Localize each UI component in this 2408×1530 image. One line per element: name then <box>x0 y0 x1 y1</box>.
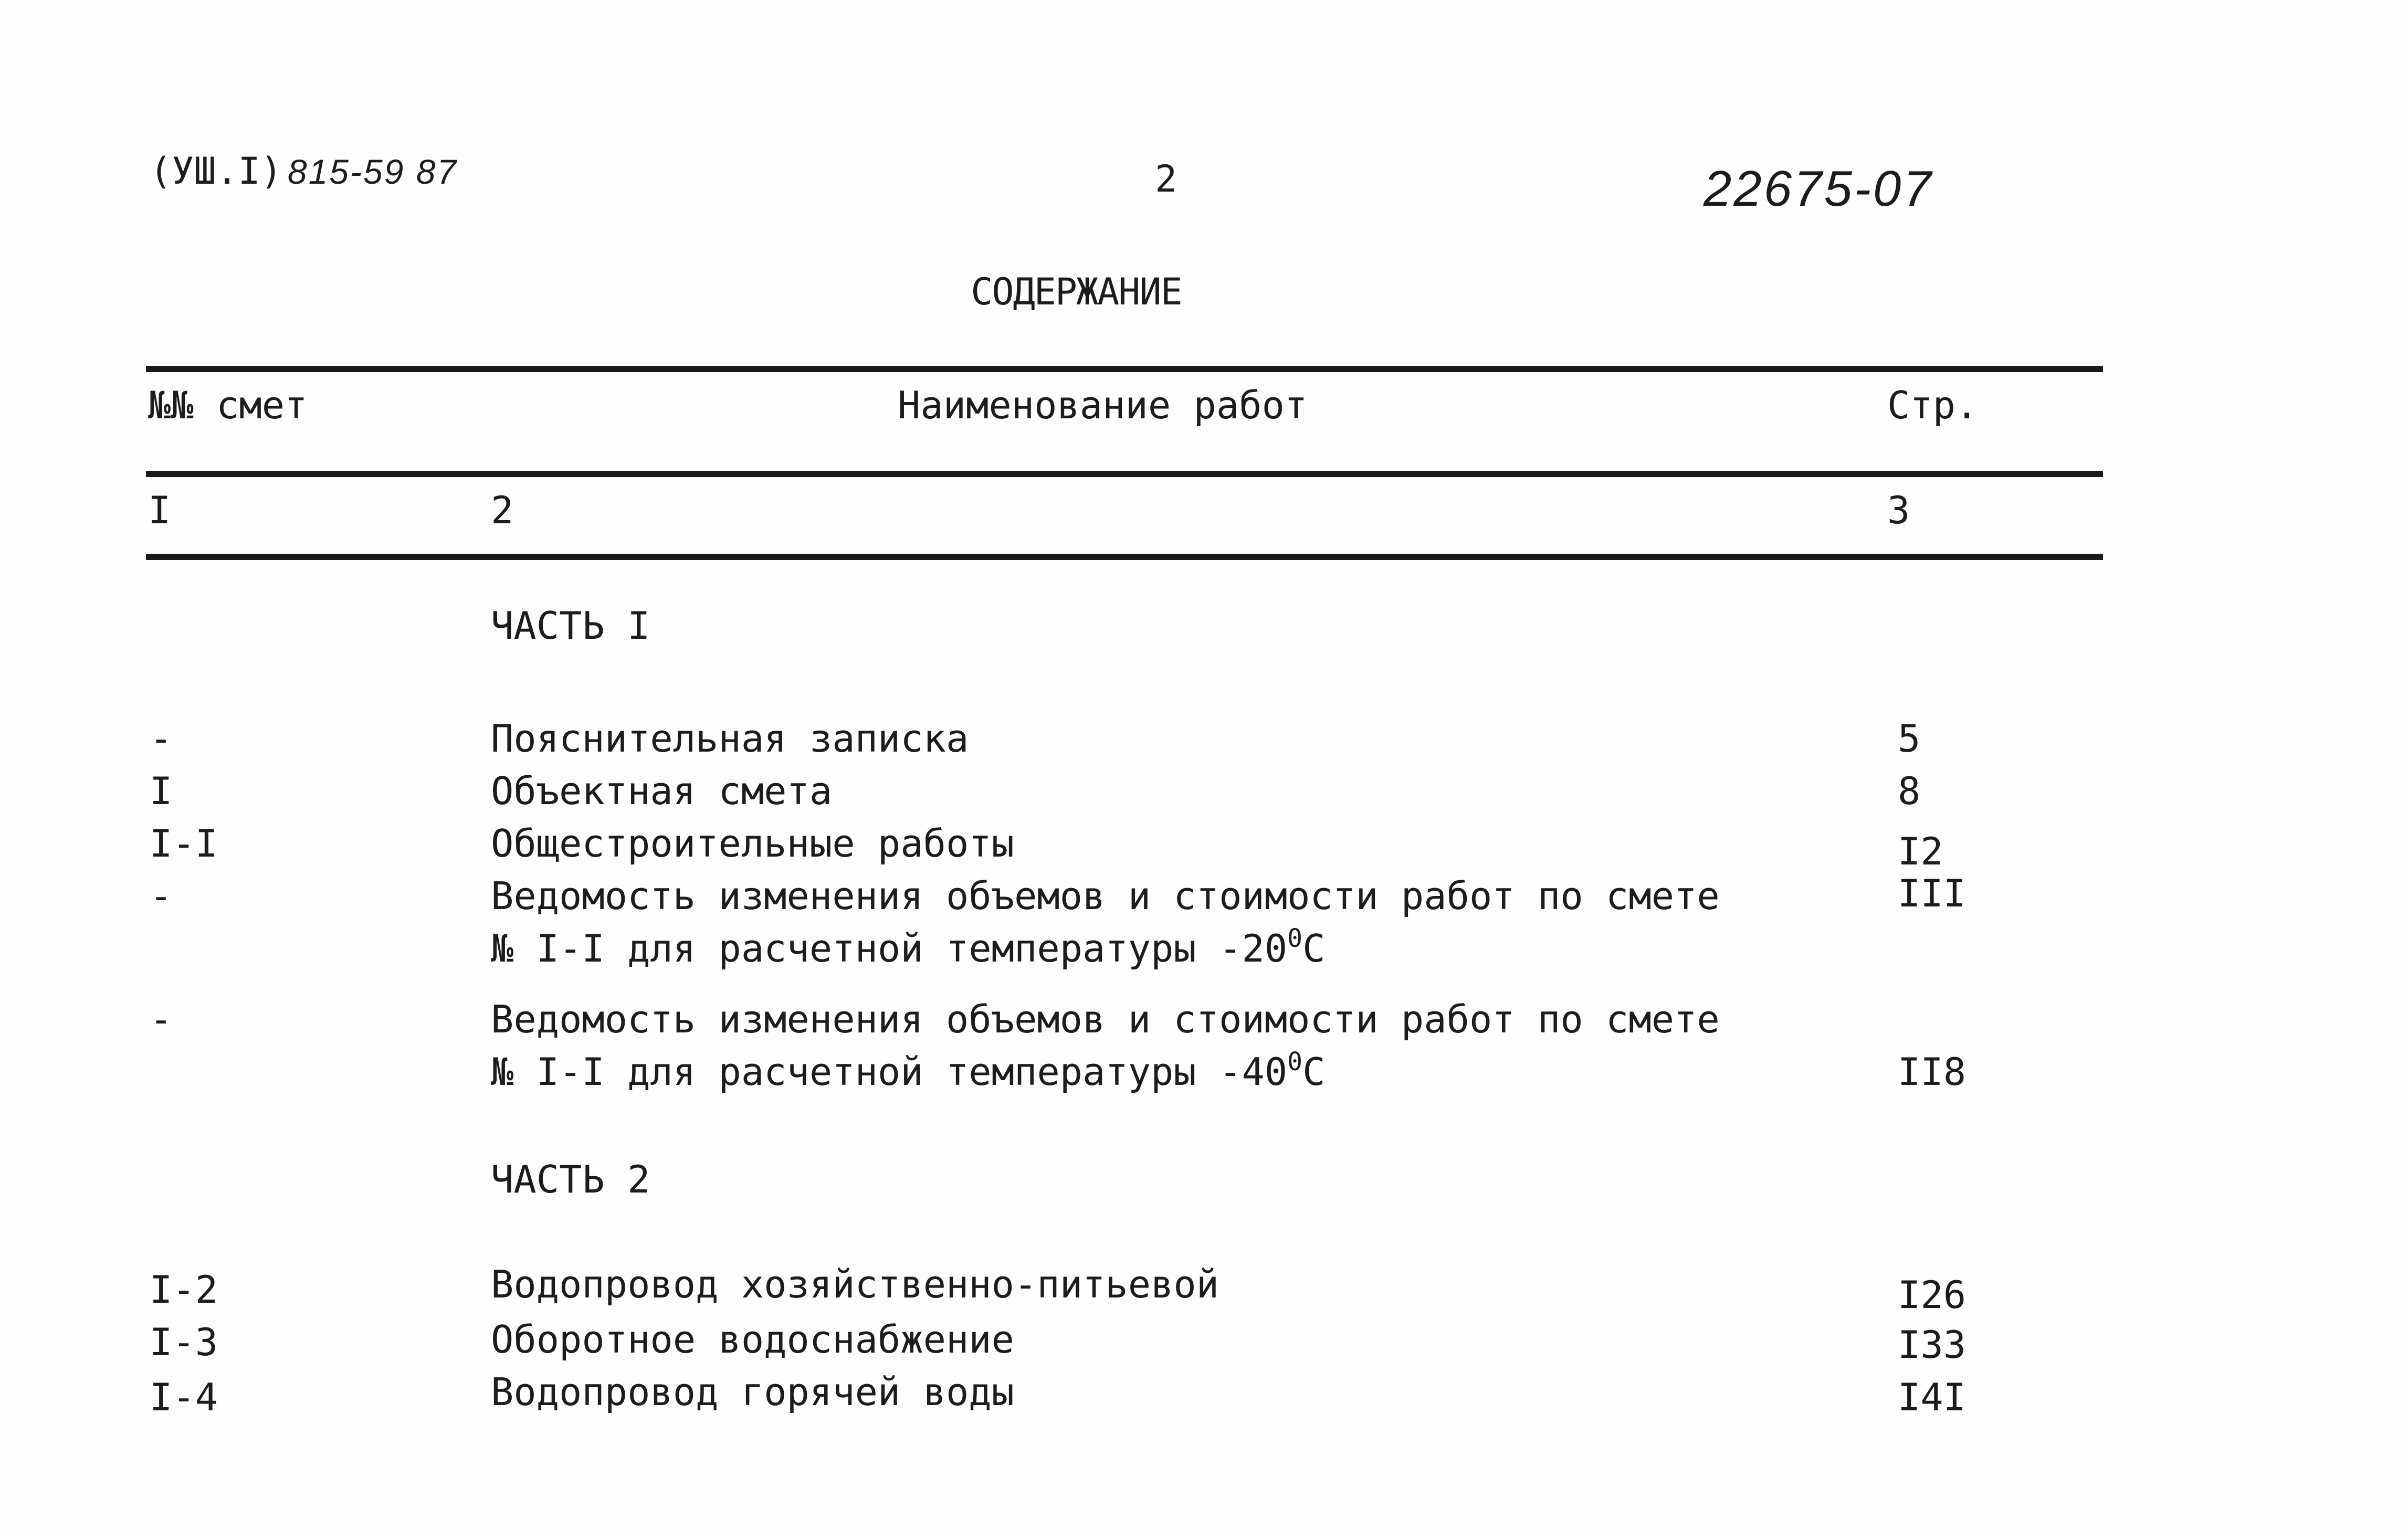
row-work-name-continued: № I-I для расчетной температуры $-20^0С$ <box>491 924 1326 970</box>
row-estimate-number: I-4 <box>150 1375 218 1419</box>
row-page: II8 <box>1898 1050 1967 1094</box>
row-estimate-number: I-2 <box>150 1268 218 1312</box>
table-body-rule <box>146 554 2103 560</box>
row-estimate-number: - <box>150 997 173 1041</box>
row-work-name: Ведомость изменения объемов и стоимости работ по смете <box>491 997 1720 1041</box>
column-number-1: I <box>148 488 171 532</box>
row-page: III <box>1898 871 1967 915</box>
document-number: 22675-07 <box>1704 161 1933 217</box>
row-page: I4I <box>1898 1375 1967 1419</box>
row-work-name: Объектная смета <box>491 769 833 813</box>
table-top-rule <box>146 366 2103 372</box>
row-estimate-number: I-I <box>150 821 218 866</box>
row-estimate-number: I-3 <box>150 1320 218 1364</box>
column-header-estimate-number: №№ смет <box>148 383 308 427</box>
row-work-name: Общестроительные работы <box>491 821 1014 866</box>
row-work-name: Ведомость изменения объемов и стоимости работ по смете <box>491 874 1720 918</box>
table-header-rule <box>146 471 2103 477</box>
document-code-prefix: (УШ.I) <box>150 150 282 193</box>
row-page: 8 <box>1898 769 1921 813</box>
row-work-name: Водопровод горячей воды <box>491 1370 1014 1414</box>
row-work-name: Пояснительная записка <box>491 716 969 761</box>
row-estimate-number: I <box>150 769 173 813</box>
row-work-name-continued: № I-I для расчетной температуры $-40^0С$ <box>491 1047 1326 1094</box>
part-heading: ЧАСТЬ 2 <box>491 1157 650 1201</box>
column-number-2: 2 <box>491 488 514 532</box>
handwritten-code: 815-59 87 <box>287 152 458 191</box>
row-page: I2 <box>1898 829 1943 873</box>
row-estimate-number: - <box>150 874 173 918</box>
row-work-name: Водопровод хозяйственно-питьевой <box>491 1262 1219 1306</box>
column-number-3: 3 <box>1887 488 1910 532</box>
row-page: 5 <box>1898 716 1921 761</box>
row-work-name: Оборотное водоснабжение <box>491 1317 1014 1362</box>
page-number: 2 <box>1155 157 1177 201</box>
column-header-page: Стр. <box>1887 383 1979 427</box>
part-heading: ЧАСТЬ I <box>491 604 650 648</box>
row-page: I26 <box>1898 1273 1967 1317</box>
page-title: СОДЕРЖАНИЕ <box>971 270 1182 313</box>
document-code <box>150 150 458 193</box>
row-estimate-number: - <box>150 716 173 761</box>
column-header-work-name: Наименование работ <box>898 383 1308 427</box>
row-page: I33 <box>1898 1323 1967 1367</box>
